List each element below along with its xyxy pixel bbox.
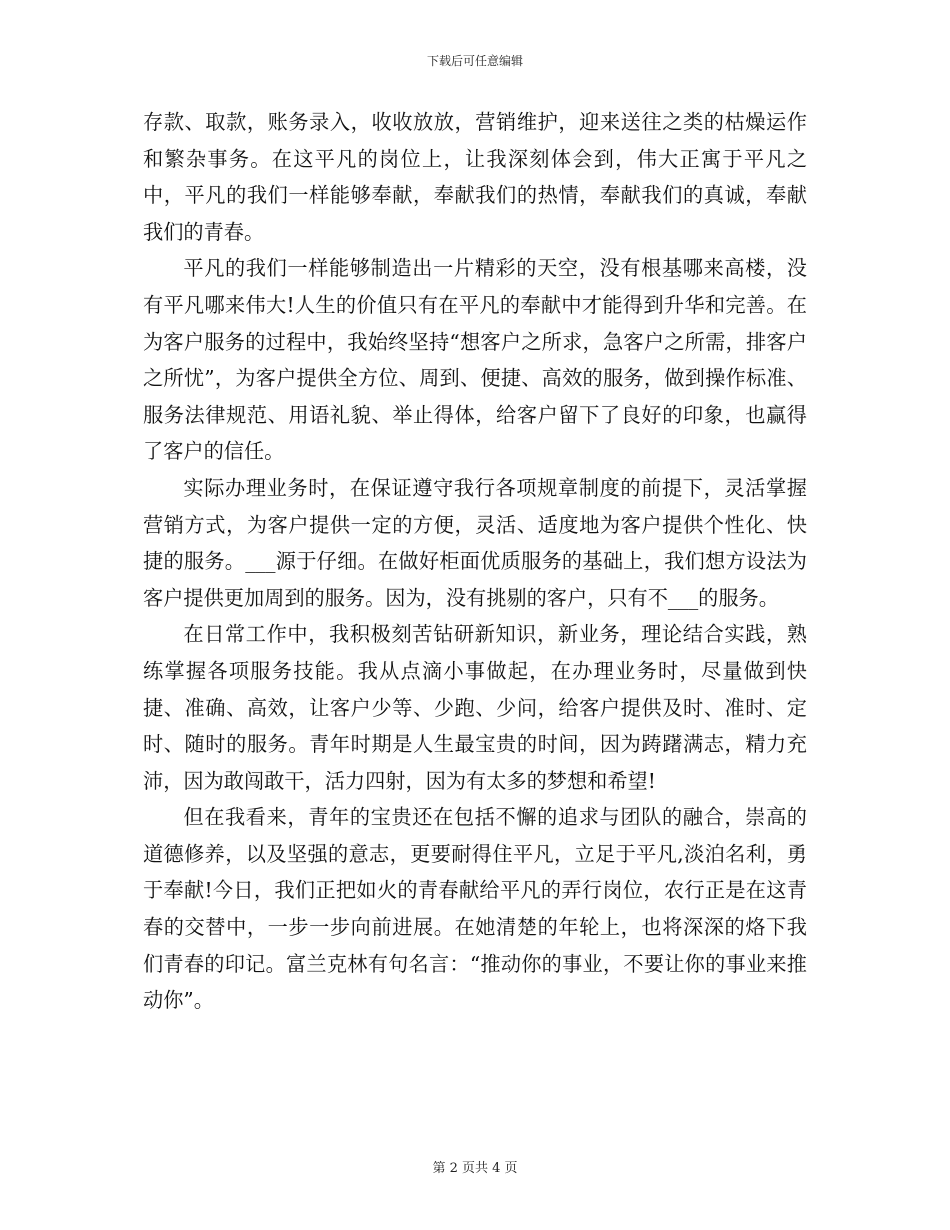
paragraph-4: 在日常工作中，我积极刻苦钻研新知识，新业务，理论结合实践，熟练掌握各项服务技能。我从点滴小事做起，在办理业务时，尽量做到快捷、准确、高效，让客户少等、少跑、少问，给客户提供及时、准时、定时、随时的服务。青年时期是人生最宝贵的时间，因为踌躇满志，精力充沛，因为敢闯敢干，活力四射，因为有太多的梦想和希望! [143,622,807,793]
paragraph-1: 存款、取款，账务录入，收收放放，营销维护，迎来送往之类的枯燥运作和繁杂事务。在这平凡的岗位上，让我深刻体会到，伟大正寓于平凡之中，平凡的我们一样能够奉献，奉献我们的热情，奉献我们的真诚，奉献我们的青春。 [143,110,807,244]
document-body [143,104,807,1019]
paragraph-2: 平凡的我们一样能够制造出一片精彩的天空，没有根基哪来高楼，没有平凡哪来伟大!人生的价值只有在平凡的奉献中才能得到升华和完善。在为客户服务的过程中，我始终坚持“想客户之所求，急客户之所需，排客户之所忧”，为客户提供全方位、周到、便捷、高效的服务，做到操作标准、服务法律规范、用语礼貌、举止得体，给客户留下了良好的印象，也赢得了客户的信任。 [143,256,807,464]
page-header: 下载后可任意编辑 [426,54,523,68]
page-footer: 第 2 页共 4 页 [432,1161,518,1176]
paragraph-3: 实际办理业务时，在保证遵守我行各项规章制度的前提下，灵活掌握营销方式，为客户提供一定的方便，灵活、适度地为客户提供个性化、快捷的服务。___源于仔细。在做好柜面优质服务的基础上，我们想方设法为客户提供更加周到的服务。因为，没有挑剔的客户，只有不___的服务。 [143,475,807,610]
paragraph-5: 但在我看来，青年的宝贵还在包括不懈的追求与团队的融合，崇高的道德修养，以及坚强的意志，更要耐得住平凡，立足于平凡,淡泊名利，勇于奉献!今日，我们正把如火的青春献给平凡的弄行岗位，农行正是在这青春的交替中，一步一步向前进展。在她清楚的年轮上，也将深深的烙下我们青春的印记。富兰克林有句名言：“推动你的事业，不要让你的事业来推动你”。 [143,805,807,1013]
